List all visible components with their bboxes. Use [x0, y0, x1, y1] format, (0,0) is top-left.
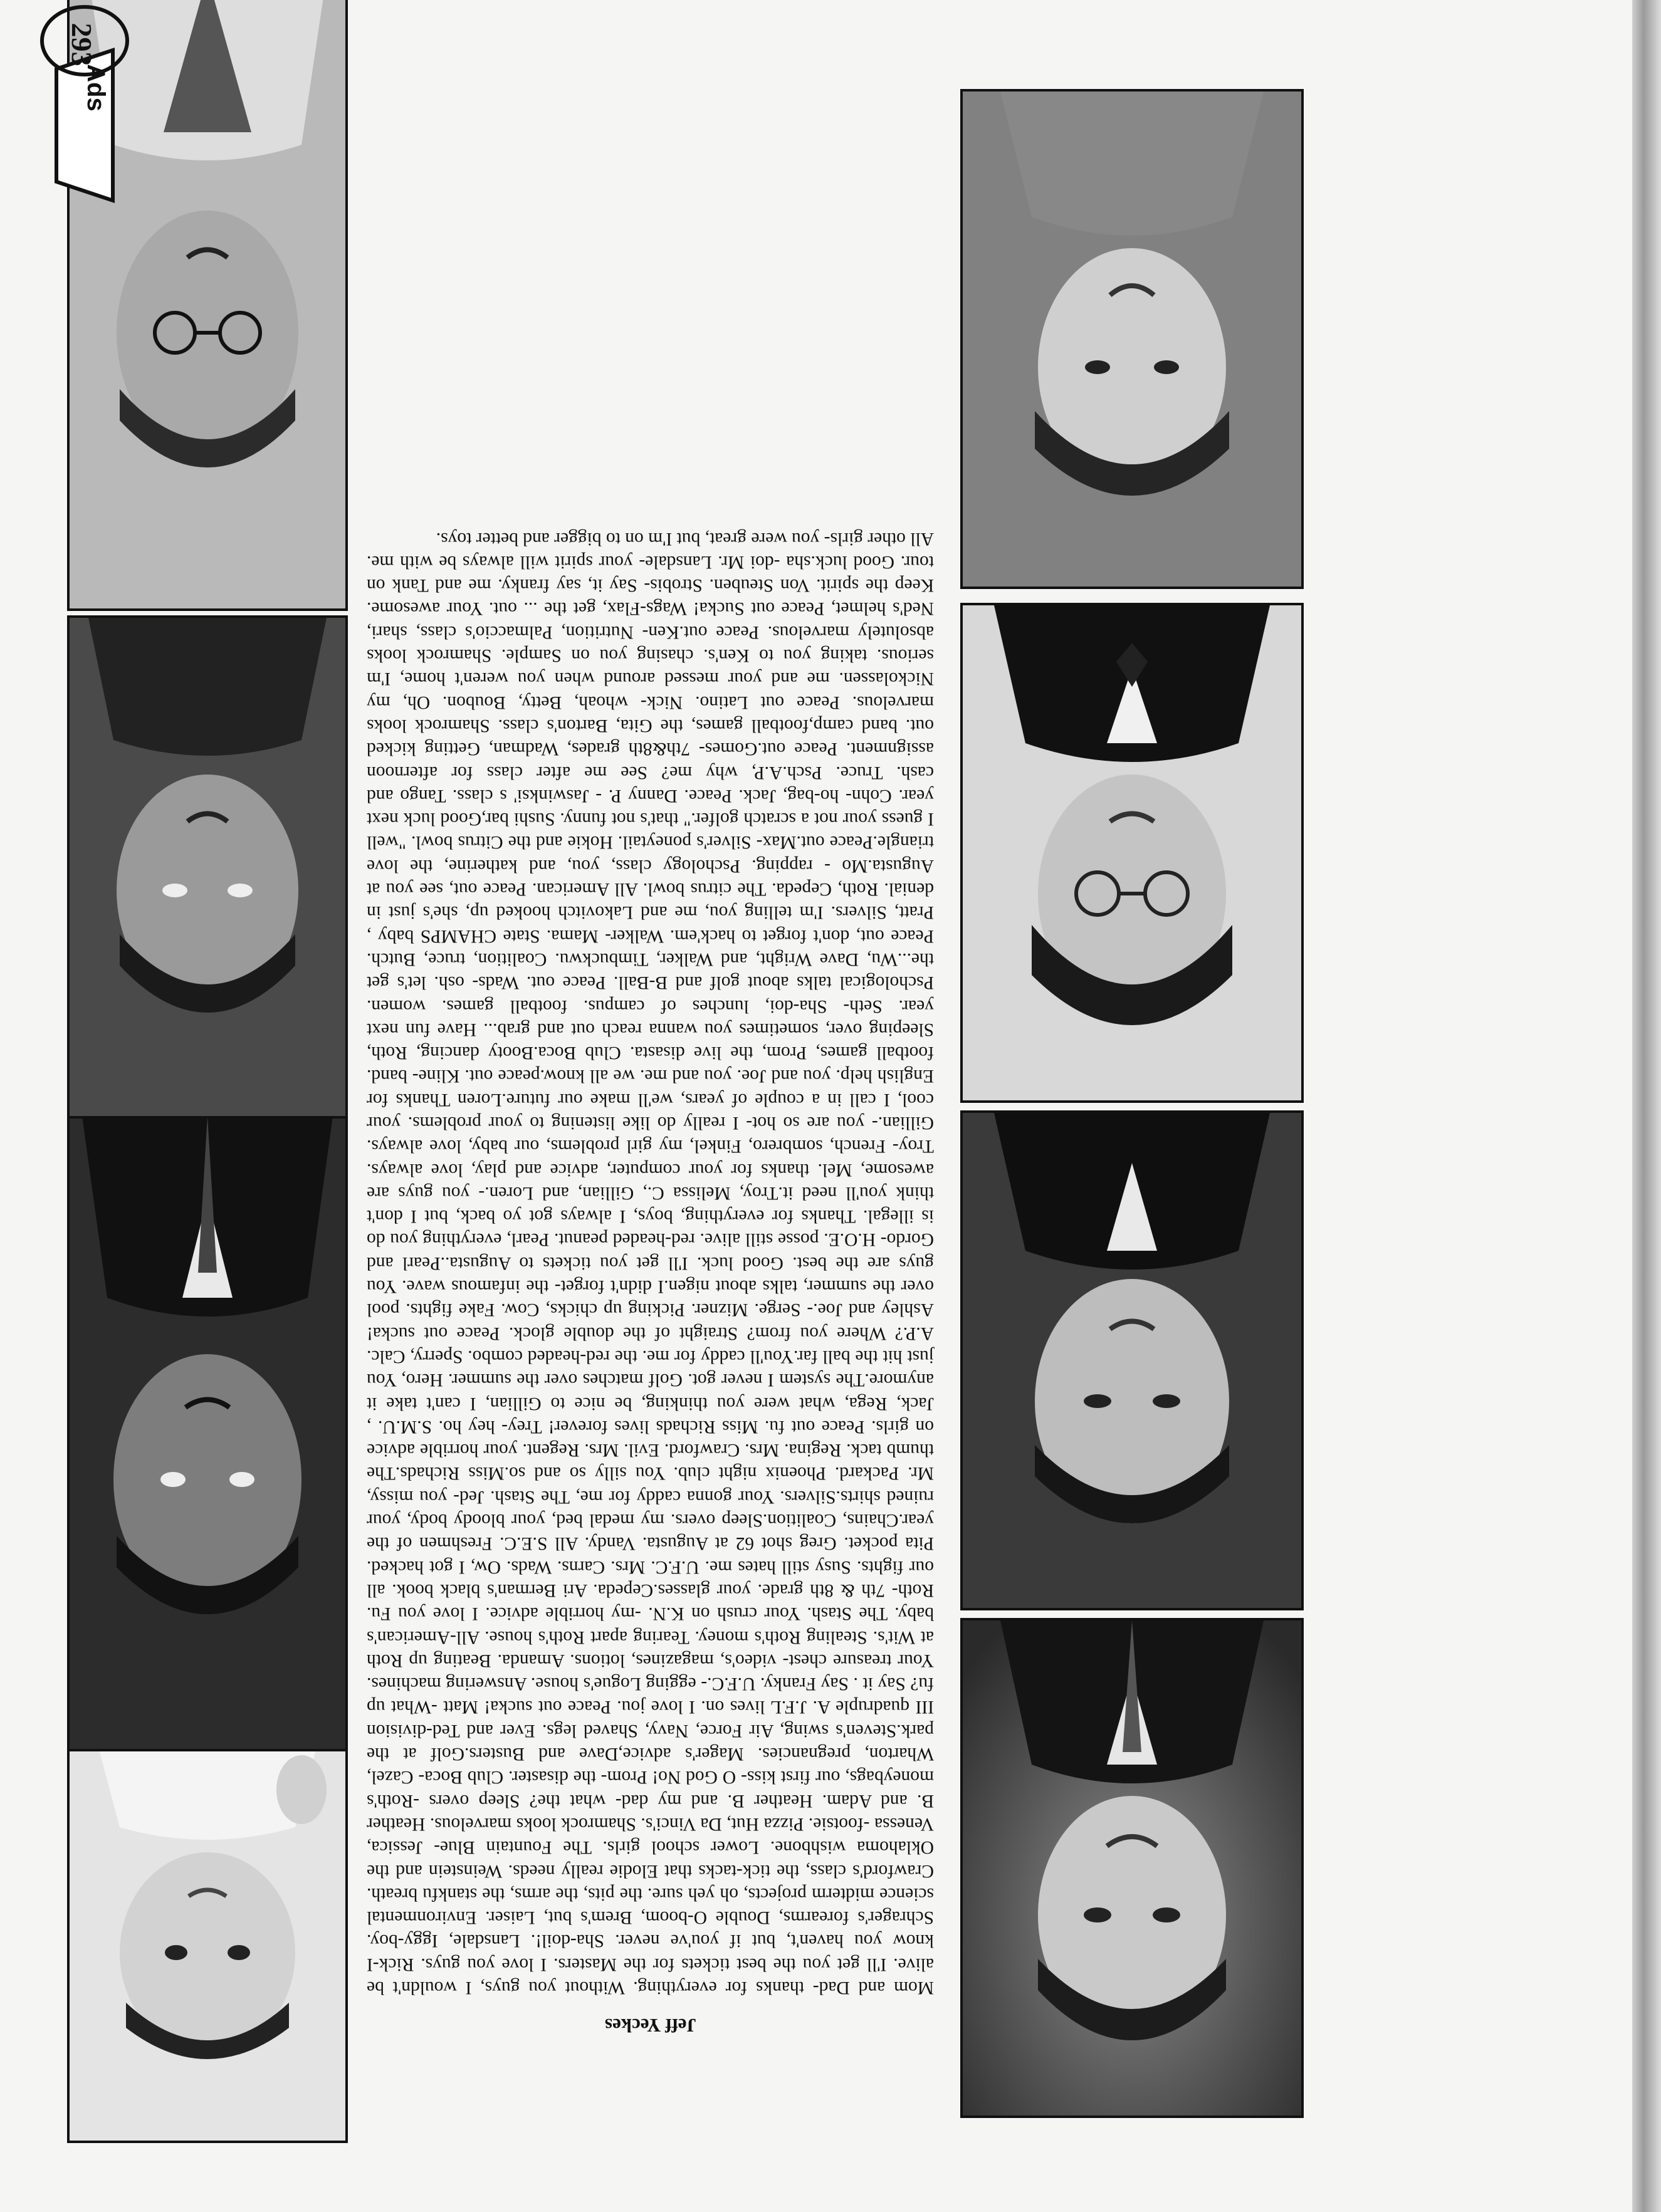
- ad-body-text: Mom and Dad- thanks for everything. Without you guys, I wouldn't be alive. I'll get you the best tickets for the Masters. I love you guys. Rick-I know you haven't, but if you've never. Sha-doil!. Lansdale, Iggy-boy. Schrager's forearms, Double O-boom, Brem's but, Laiser. Environmental science midterm projects, oh yeh sure. the pits, the arms, the stankfu breath. Crawford's class, the tick-tacks that Elodie really needs. Weinstein and the Oklahoma wishbone. Lower school girls. The Fountain Blue- Jessica, Venessa -footsie. Pizza Hut, Da Vinci's. Shamrock looks marvelous. Heather B. and Adam. Heather B. and my dad- what the? Sleep overs -Roth's moneybags, our first kiss- O God No! Prom- the disaster. Club Boca- Cazel, Wharton, pregnancies. Mager's advice,Dave and Busters.Golf at the park.Steven's swing, Air Force, Navy, Shaved legs. Ever and Ted-division III quadruple A. J.F.L lives on. I love jou. Peace out sucka! Matt -What up fu? Say it . Say Franky. U.F.C.- egging Logue's house. Answering machines. Your treasure chest- video's, magazines, lotions. Amanda. Beating up Roth at Wit's. Stealing Roth's money. Tearing apart Roth's house. All-American's baby. The Stash. Your crush on K.N. -my horrible advice. I love you Fu. Roth- 7th & 8th grade. your glasses.Cepeda. Ari Berman's black book. all our fights. Susy still hates me. U.F.C. Mrs. Carns. Wads. Ow, I got hacked. Pita pocket. Greg shot 62 at Augusta. Vandy. All S.E.C. Freshmen of the year.Chains, Coalition.Sleep overs. my medal bed, your bloody body, your ruined shirts.Silvers. Your gonna caddy for me, The Stash. Jed- you missy, Mr. Packard. Phoenix night club. You silly so and so.Miss Richads.The thumb tack. Regina. Mrs. Crawford. Evil. Mrs. Regent. your horrible advice on girls. Peace out fu. Miss Richads lives forever! Trey- hey ho. S.M.U. , Jack, Rega, what were you thinking, be nice to Gillian, I can't take it anymore.The system I never got. Golf matches over the summer. Hero, You just hit the ball far.You'll caddy for me. the red-headed combo. Sperry, Calc. A.P.? Where you from? Straight of the double glock. Peace out sucka! Ashley and Joe.- Serge. Mizner. Picking up chicks, Cow. Fake fights. pool over the summer, talks about nigen.I didn't forget- the infamous wave. You guys are the best. Good luck. I'll get you tickets to Augusta..Pearl and Gordo- H.O.E. posse still alive. red-headed peanut. Pearl, everything you do is illegal. Thanks for everything, boys, I always got yo back, but I don't think you'll need it.Troy, Melissa C., Gillian, and Loren.- you guys are awesome, Mel. thanks for your computer, advice and play, love always. Troy- French, sombrero, Finkel, my girl problems, our baby, love always. Gillian.- you are so hot- I really do like listening to your problems. your cool, I call in a couple of years, we'll make our future.Loren Thanks for English help. you and Joe. you and me. we all know.peace out. Kline- band. football games, Prom, the live disasta. Club Boca.Booty dancing, Roth, Sleeping over, sometimes you wanna reach out and grab... Have fun next year. Seth- Sha-doi, lunches of campus. football games. women. Pschological talks about golf and B-Ball. Peace out. Wads- osh. let's get the...Wu, Dave Wright, and Walker, Timbuckwu. Coalition, truce, Butch. Peace out, don't forget to hack'em. Walker- Mama. State CHAMPS baby , Pratt, Silvers. I'm telling you, me and Lakovitch hooked up, she's just in denial. Roth, Cepeda. The citrus bowl. All American. Peace out, see you at Augusta.Mo - rapping. Pschology class, you, and katherine, the love triangle.Peace out.Max- Silver's poneytail. Hokie and the Citrus bowl. "well I guess your not a scratch golfer." that's not funny. Sushi bar,Good luck next year. Cohn- ho-bag, Jack. Peace. Danny P. - Jaswinksi' s class. Tango and cash. Truce. Psch.A.P, why me? See me after class for afternoon assignment. Peace out.Gomes- 7th&8th grades, Wadman, Getting kicked out. band camp,football games, the Gita, Barton's class. Shamrock looks marvelous. Peace out Latino. Nick- whoah, Betty, Boubon. Oh, my Nickolassen. me and your messed around when you weren't home, I'm serious. taking you to Ken's. chasing you on Sample. Shamrock looks absolutely marvelous. Peace out.Ken- Nutrition, Palmaccio's class, shari, Ned's helmet, Peace out Sucka! Wags-Flax, get the ... out. Your awesome. Keep the spirit. Von Steuben. Strobis- Say it, say franky. me and Tank on tour. Good luck.sha -doi Mr. Lansdale- your spirit will always be with me. All other girls- you were great, but I'm on to bigger and better toys.: [367, 528, 934, 1998]
- portrait-photo: [67, 615, 348, 1119]
- portrait-photo-glasses: [960, 603, 1304, 1103]
- ad-name: Jeff Yeckes: [604, 2015, 697, 2037]
- portrait-photo: [960, 1110, 1304, 1610]
- portrait-photo: [67, 1114, 348, 1751]
- page-number: 293: [66, 23, 98, 66]
- section-tab-label: Ads: [82, 64, 110, 112]
- portrait-photo: [960, 89, 1304, 589]
- baby-photo: [67, 1731, 348, 2143]
- portrait-photo: [960, 1618, 1304, 2118]
